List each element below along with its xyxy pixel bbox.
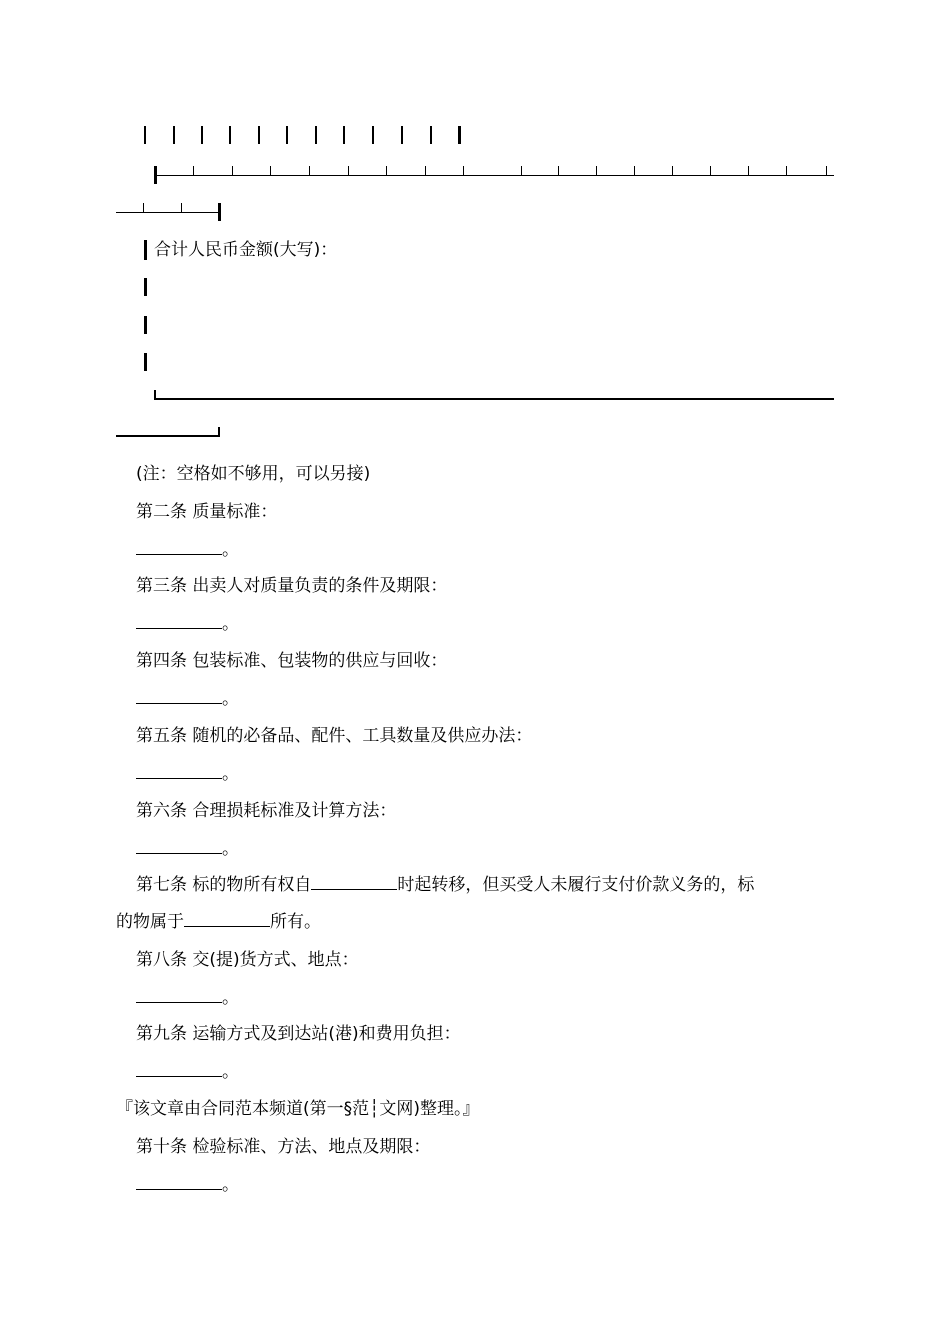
total-amount-label: 合计人民币金额(大写)： <box>154 240 338 260</box>
table-left-border <box>144 316 147 334</box>
article-5-blank: 。 <box>136 762 856 786</box>
article-2-blank: 。 <box>136 538 856 562</box>
article-9-heading: 第九条 运输方式及到达站(港)和费用负担： <box>136 1024 461 1044</box>
article-6-blank: 。 <box>136 837 856 861</box>
article-4-heading: 第四条 包装标准、包装物的供应与回收： <box>136 651 448 671</box>
article-4-blank: 。 <box>136 687 856 711</box>
article-10-heading: 第十条 检验标准、方法、地点及期限： <box>136 1137 431 1157</box>
article-3-heading: 第三条 出卖人对质量负责的条件及期限： <box>136 576 448 596</box>
fill-blank[interactable] <box>136 1173 222 1190</box>
article-7-line-1: 第七条 标的物所有权自 时起转移，但买受人未履行支付价款义务的，标 <box>136 875 755 895</box>
table-left-border <box>144 240 147 260</box>
fill-blank[interactable] <box>136 1060 222 1077</box>
fill-blank[interactable] <box>136 762 222 779</box>
table-column-ticks <box>0 126 950 150</box>
fill-blank[interactable] <box>184 910 270 927</box>
fill-blank[interactable] <box>311 873 397 890</box>
article-8-blank: 。 <box>136 986 856 1010</box>
fill-blank[interactable] <box>136 687 222 704</box>
article-6-heading: 第六条 合理损耗标准及计算方法： <box>136 801 397 821</box>
article-9-blank: 。 <box>136 1060 856 1084</box>
article-5-heading: 第五条 随机的必备品、配件、工具数量及供应办法： <box>136 726 533 746</box>
article-8-heading: 第八条 交(提)货方式、地点： <box>136 950 359 970</box>
table-note: (注：空格如不够用，可以另接) <box>136 464 371 484</box>
source-watermark-line: 『该文章由合同范本频道(第一§范┆文网)整理。』 <box>116 1099 480 1119</box>
fill-blank[interactable] <box>136 538 222 555</box>
article-10-blank: 。 <box>136 1173 856 1197</box>
fill-blank[interactable] <box>136 612 222 629</box>
fill-blank[interactable] <box>136 837 222 854</box>
table-left-border <box>144 353 147 371</box>
article-7-line-2: 的物属于 所有。 <box>116 912 321 932</box>
article-3-blank: 。 <box>136 612 856 636</box>
article-2-heading: 第二条 质量标准： <box>136 502 278 522</box>
fill-blank[interactable] <box>136 986 222 1003</box>
table-left-border <box>144 278 147 296</box>
